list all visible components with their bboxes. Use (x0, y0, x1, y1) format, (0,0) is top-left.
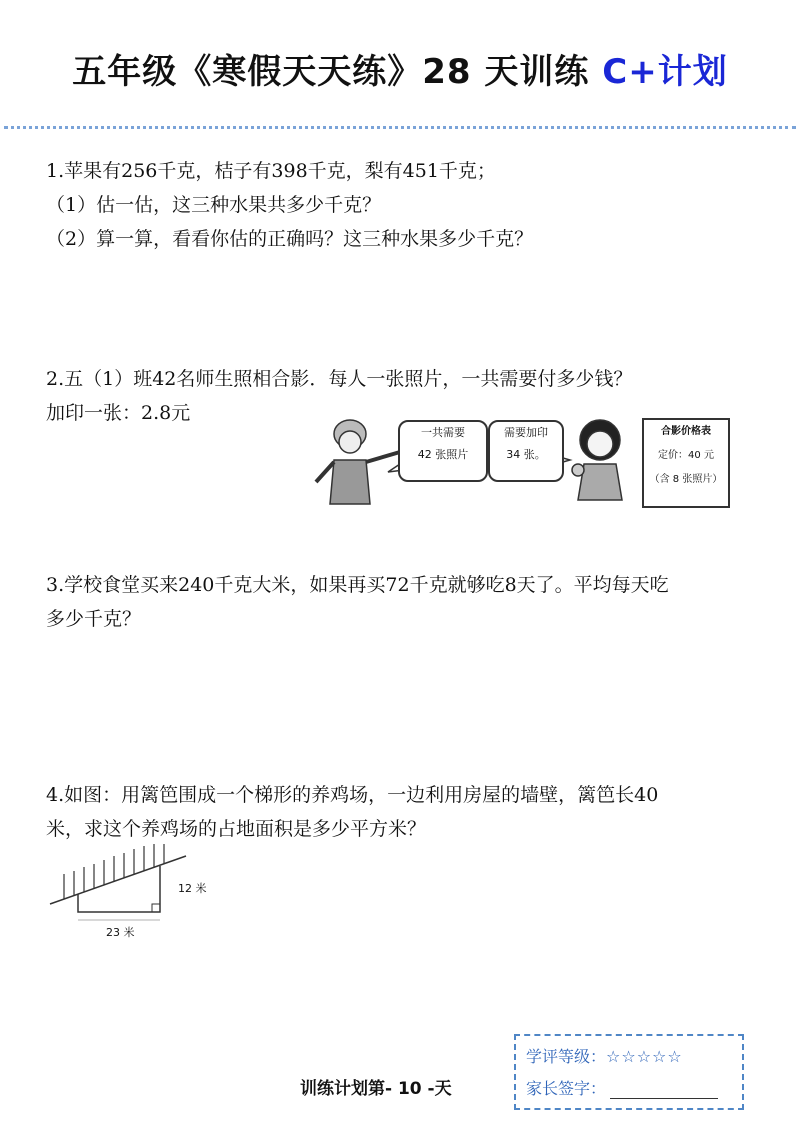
question-3 (46, 568, 669, 636)
height-label: 12 米 (178, 882, 207, 895)
bubble2-line2: 34 张。 (506, 448, 546, 461)
trapezoid-diagram (48, 836, 218, 946)
base-label: 23 米 (106, 926, 135, 939)
q1-part2: （2）算一算，看看你估的正确吗？这三种水果多少千克？ (46, 228, 534, 250)
price-table (642, 418, 730, 508)
q2-illustration (308, 412, 764, 512)
price-table-note: （含 8 张照片） (649, 474, 723, 485)
q3-line2: 多少千克？ (46, 608, 142, 630)
speech-bubble-girl (488, 420, 564, 482)
title-main: 五年级《寒假天天练》28 天训练 (72, 52, 603, 92)
q1-part1: （1）估一估，这三种水果共多少千克？ (46, 194, 382, 216)
evaluation-box (514, 1034, 744, 1110)
price-table-title: 合影价格表 (661, 426, 711, 437)
price-table-price: 定价：40 元 (658, 450, 714, 461)
q4-line2: 米，求这个养鸡场的占地面积是多少平方米？ (46, 818, 427, 840)
bubble1-line1: 一共需要 (421, 426, 465, 439)
question-1 (46, 154, 533, 256)
bubble1-line2: 42 张照片 (417, 448, 469, 461)
plan-day-label: 训练计划第- 10 -天 (300, 1079, 452, 1099)
q2-stem: 2.五（1）班42名师生照相合影．每人一张照片，一共需要付多少钱？ (46, 368, 633, 390)
star-rating[interactable]: ☆☆☆☆☆ (606, 1047, 683, 1066)
title-accent: C+计划 (602, 52, 728, 92)
grade-row (526, 1044, 683, 1067)
speech-bubble-teacher (398, 420, 488, 482)
signature-label: 家长签字： (526, 1079, 607, 1098)
page-title (0, 44, 800, 93)
girl-figure (572, 420, 622, 500)
signature-field[interactable] (610, 1080, 718, 1099)
dotted-divider (4, 126, 796, 129)
bubble2-line1: 需要加印 (504, 426, 548, 439)
teacher-figure (316, 420, 400, 504)
grade-label: 学评等级： (526, 1047, 607, 1066)
q1-stem: 1.苹果有256千克，桔子有398千克，梨有451千克； (46, 160, 496, 182)
signature-row (526, 1076, 718, 1099)
q3-line1: 3.学校食堂买来240千克大米，如果再买72千克就够吃8天了。平均每天吃 (46, 574, 669, 596)
q2-extra: 加印一张：2.8元 (46, 402, 191, 424)
q4-line1: 4.如图：用篱笆围成一个梯形的养鸡场，一边利用房屋的墙壁，篱笆长40 (46, 784, 659, 806)
